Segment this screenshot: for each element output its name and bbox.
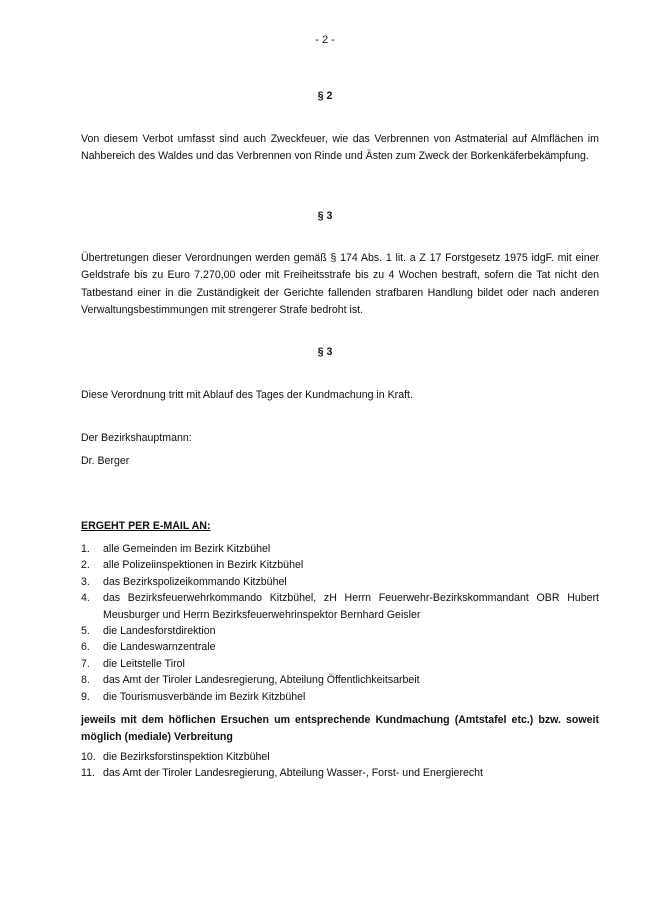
list-item-text: das Bezirkspolizeikommando Kitzbühel: [103, 575, 287, 588]
list-item: [81, 749, 599, 765]
list-item-number: 1.: [81, 543, 90, 555]
list-item-number: 7.: [81, 657, 90, 670]
list-item-number: 6.: [81, 641, 90, 654]
list-item: [81, 765, 599, 781]
list-item: [81, 557, 599, 573]
list-item-text: die Landeswarnzentrale: [103, 641, 216, 654]
list-item-text: alle Polizeiinspektionen in Bezirk Kitzbühel: [103, 559, 304, 572]
list-item-text: das Bezirksfeuerwehrkommando Kitzbühel, zH Herrn Feuerwehr-Bezirkskommandant OBR Hubert Meusburger und Herrn Bezirksfeuerwehrinspektor Bernhard Geisler: [103, 592, 599, 621]
list-item-number: 4.: [81, 592, 90, 605]
list-item: [81, 656, 599, 672]
list-item-text: die Leitstelle Tirol: [103, 657, 185, 670]
list-item-text: die Bezirksforstinspektion Kitzbühel: [103, 751, 270, 763]
list-item: [81, 574, 599, 590]
distribution-note: jeweils mit dem höflichen Ersuchen um entsprechende Kundmachung (Amtstafel etc.) bzw. soweit möglich (mediale) Verbreitung: [81, 714, 599, 743]
list-item: [81, 623, 599, 639]
list-item-number: 3.: [81, 575, 90, 588]
list-item-number: 9.: [81, 690, 90, 703]
list-item: [81, 639, 599, 655]
page-number: - 2 -: [315, 34, 335, 46]
distribution-heading: ERGEHT PER E-MAIL AN:: [81, 520, 211, 532]
list-item-number: 8.: [81, 674, 90, 687]
list-item-text: das Amt der Tiroler Landesregierung, Abteilung Wasser-, Forst- und Energierecht: [103, 767, 483, 780]
list-item: [81, 541, 599, 557]
distribution-list-2: [81, 749, 599, 782]
section-heading-2: § 3: [317, 210, 333, 222]
list-item-number: 5.: [81, 625, 90, 638]
list-item-text: die Tourismusverbände im Bezirk Kitzbühel: [103, 690, 306, 703]
section-heading-1: § 2: [317, 90, 333, 102]
section-paragraph-2: Übertretungen dieser Verordnungen werden gemäß § 174 Abs. 1 lit. a Z 17 Forstgesetz 1975 idgF. mit einer Geldstrafe bis zu Euro 7.270,00 oder mit Freiheitsstrafe bis zu 4 Wochen bestraft, sofern die Tat nicht den Tatbestand einer in die Zuständigkeit der Gerichte fallenden strafbaren Handlung bildet oder nach anderen Verwaltungsbestimmungen mit strengerer Strafe bedroht ist.: [81, 252, 599, 316]
list-item: [81, 590, 599, 623]
section-paragraph-1: Von diesem Verbot umfasst sind auch Zweckfeuer, wie das Verbrennen von Astmaterial auf Almflächen im Nahbereich des Waldes und das Verbrennen von Rinde und Ästen zum Zweck der Borkenkäferbekämpfung.: [81, 133, 599, 163]
list-item: [81, 689, 599, 705]
distribution-list-1: [81, 541, 599, 705]
section-paragraph-3: Diese Verordnung tritt mit Ablauf des Tages der Kundmachung in Kraft.: [81, 389, 413, 401]
list-item-text: die Landesforstdirektion: [103, 625, 216, 638]
signature-role: Der Bezirkshauptmann:: [81, 432, 192, 444]
section-heading-3: § 3: [317, 346, 333, 358]
list-item-number: 11.: [81, 767, 95, 780]
list-item: [81, 672, 599, 688]
list-item-text: alle Gemeinden im Bezirk Kitzbühel: [103, 543, 271, 555]
signature-name: Dr. Berger: [81, 455, 130, 467]
list-item-number: 2.: [81, 559, 90, 572]
list-item-text: das Amt der Tiroler Landesregierung, Abteilung Öffentlichkeitsarbeit: [103, 674, 420, 687]
list-item-number: 10.: [81, 751, 96, 763]
